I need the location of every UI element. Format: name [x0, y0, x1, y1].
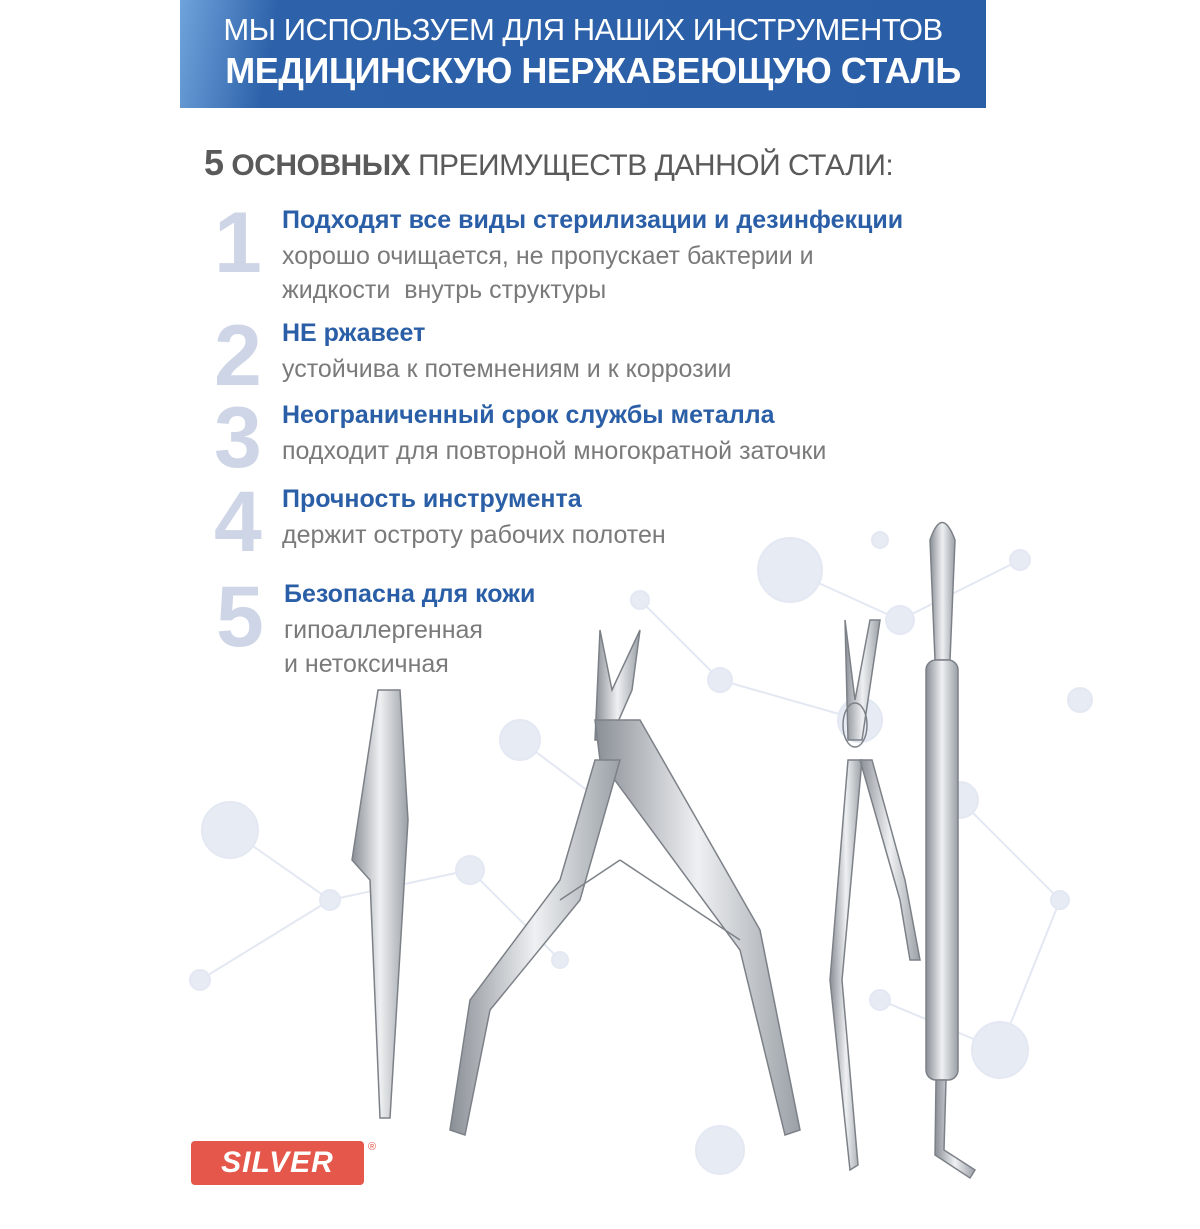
benefit-number: 5 [216, 569, 264, 665]
benefit-description: гипоаллергенная и нетоксичная [284, 616, 483, 678]
benefit-description: подходит для повторной многократной заточки [282, 437, 827, 465]
benefit-number: 1 [214, 195, 262, 291]
pusher-image [926, 523, 975, 1179]
banner-line-2: МЕДИЦИНСКУЮ НЕРЖАВЕЮЩУЮ СТАЛЬ [225, 50, 961, 91]
benefit-title: Прочность инструмента [282, 485, 582, 513]
tweezers-image [352, 690, 408, 1118]
benefit-number: 3 [214, 390, 262, 486]
benefit-description: хорошо очищается, не пропускает бактерии и жидкости внутрь структуры [282, 242, 814, 304]
benefit-title: Безопасна для кожи [284, 580, 536, 608]
heading-number: 5 [204, 142, 224, 183]
heading-bold: ОСНОВНЫХ [231, 149, 411, 182]
scissors-image [830, 620, 920, 1170]
cuticle-nipper-image [450, 630, 800, 1135]
benefit-title: Неограниченный срок службы металла [282, 401, 775, 429]
benefit-description: устойчива к потемнениям и к коррозии [282, 355, 732, 383]
registered-mark: ® [368, 1141, 377, 1153]
benefit-title: Подходят все виды стерилизации и дезинфекции [282, 206, 904, 234]
silver-star-logo: SILVER STAR [191, 1141, 364, 1185]
benefit-number: 4 [214, 474, 262, 570]
benefit-number: 2 [214, 308, 262, 404]
benefit-title: НЕ ржавеет [282, 319, 426, 347]
heading-rest: ПРЕИМУЩЕСТВ ДАННОЙ СТАЛИ: [417, 149, 894, 182]
banner-line-1: МЫ ИСПОЛЬЗУЕМ ДЛЯ НАШИХ ИНСТРУМЕНТОВ [223, 12, 943, 47]
benefit-description: держит остроту рабочих полотен [282, 521, 666, 549]
